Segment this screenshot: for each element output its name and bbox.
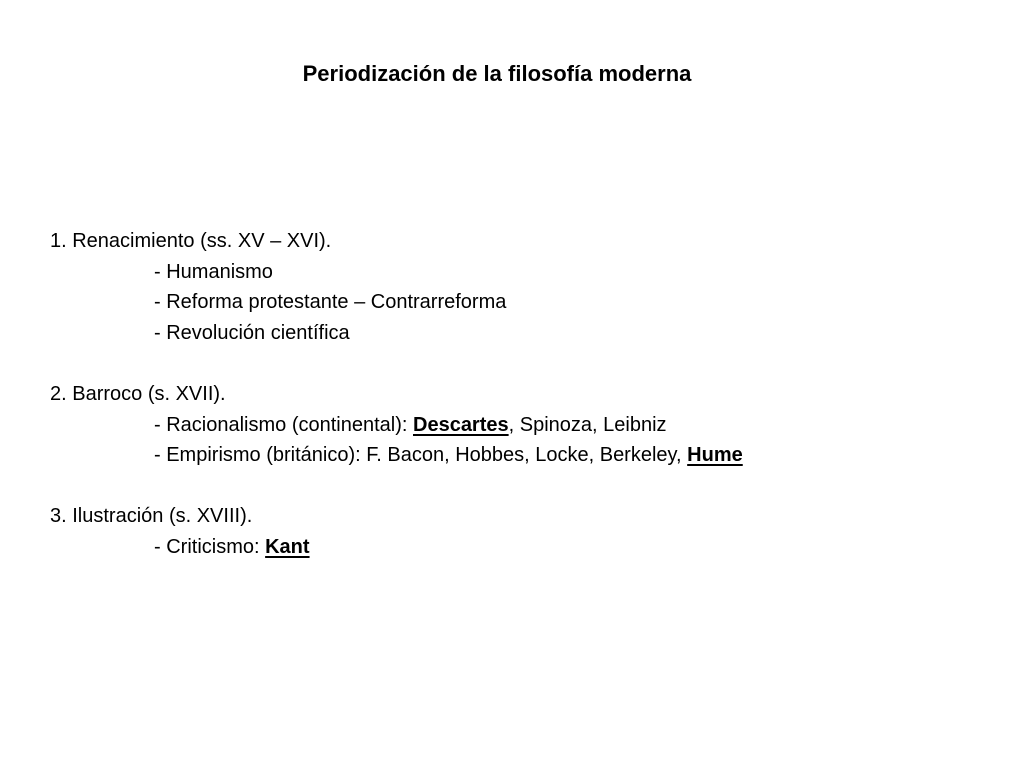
list-item-empirismo (50, 440, 990, 471)
list-item-reforma: - Reforma protestante – Contrarreforma (154, 291, 507, 314)
highlight-hume: Hume (687, 444, 743, 467)
section-heading-renacimiento: 1. Renacimiento (ss. XV – XVI). (50, 230, 332, 252)
section-heading-ilustracion: 3. Ilustración (s. XVIII). (50, 505, 253, 528)
slide-content (50, 226, 990, 563)
slide-title: Periodización de la filosofía moderna (302, 61, 692, 86)
list-item-criticismo (50, 532, 990, 563)
criticismo-prefix: - Criticismo: (154, 535, 266, 558)
spacer (50, 471, 990, 502)
racionalismo-suffix: , Spinoza, Leibniz (508, 413, 667, 436)
highlight-kant: Kant (265, 535, 310, 558)
list-item-humanismo: - Humanismo (154, 260, 273, 283)
section-heading-barroco: 2. Barroco (s. XVII). (50, 382, 226, 405)
list-item-revolucion: - Revolución científica (154, 321, 350, 344)
spacer (50, 348, 990, 379)
racionalismo-prefix: - Racionalismo (continental): (154, 413, 413, 436)
highlight-descartes: Descartes (413, 413, 509, 436)
list-item-racionalismo (50, 410, 990, 441)
empirismo-prefix: - Empirismo (británico): F. Bacon, Hobbes, Locke, Berkeley, (154, 444, 688, 467)
